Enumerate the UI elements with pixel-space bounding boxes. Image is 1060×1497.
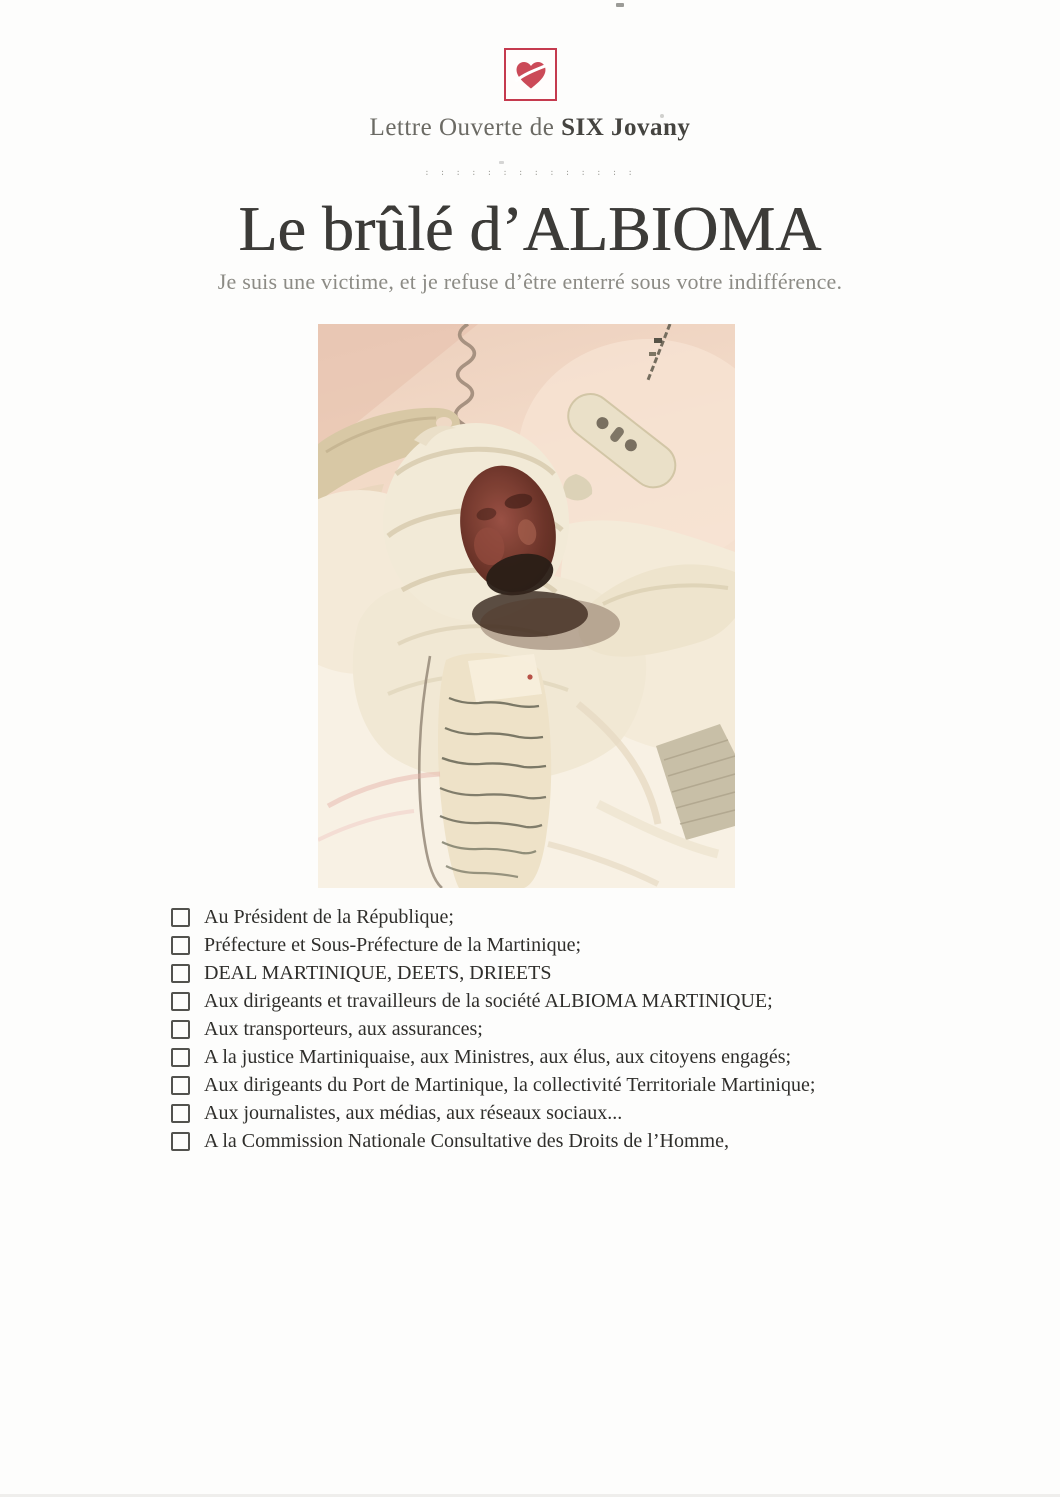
scan-speck	[499, 161, 504, 164]
recipient-item	[171, 987, 815, 1015]
page-title: Le brûlé d’ALBIOMA	[238, 193, 822, 264]
recipients-list	[171, 903, 815, 1155]
recipient-label: A la Commission Nationale Consultative des Droits de l’Homme,	[204, 1129, 729, 1152]
scan-speck	[616, 3, 624, 7]
checkbox[interactable]	[171, 964, 190, 983]
recipient-item	[171, 1071, 815, 1099]
patient-photo	[318, 324, 735, 888]
checkbox[interactable]	[171, 1048, 190, 1067]
dotted-separator: : : : : : : : : : : : : : :	[424, 168, 636, 177]
checkbox[interactable]	[171, 936, 190, 955]
recipient-item	[171, 1043, 815, 1071]
checkbox[interactable]	[171, 1076, 190, 1095]
hospital-photo-illustration	[318, 324, 735, 888]
recipient-item	[171, 1127, 815, 1155]
recipient-item	[171, 1099, 815, 1127]
recipient-label: Aux transporteurs, aux assurances;	[204, 1017, 483, 1040]
checkbox[interactable]	[171, 1020, 190, 1039]
recipient-label: Aux dirigeants du Port de Martinique, la collectivité Territoriale Martinique;	[204, 1073, 816, 1096]
recipient-item	[171, 959, 815, 987]
recipient-label: Aux journalistes, aux médias, aux réseaux sociaux...	[204, 1101, 623, 1124]
recipient-label: Au Président de la République;	[204, 905, 454, 928]
byline-author: SIX Jovany	[561, 114, 691, 141]
recipient-label: DEAL MARTINIQUE, DEETS, DRIEETS	[204, 961, 552, 984]
recipient-item	[171, 1015, 815, 1043]
recipient-label: Aux dirigeants et travailleurs de la société ALBIOMA MARTINIQUE;	[204, 989, 773, 1012]
byline	[0, 114, 1060, 142]
recipient-label: A la justice Martiniquaise, aux Ministres, aux élus, aux citoyens engagés;	[204, 1045, 792, 1068]
checkbox[interactable]	[171, 908, 190, 927]
checkbox[interactable]	[171, 1132, 190, 1151]
heart-logo-badge	[504, 48, 557, 101]
recipient-item	[171, 931, 815, 959]
checkbox[interactable]	[171, 1104, 190, 1123]
byline-prefix: Lettre Ouverte de	[369, 114, 562, 141]
checkbox[interactable]	[171, 992, 190, 1011]
heart-icon	[513, 57, 549, 93]
recipient-item	[171, 903, 815, 931]
recipient-label: Préfecture et Sous-Préfecture de la Martinique;	[204, 933, 582, 956]
page-subtitle: Je suis une victime, et je refuse d’être enterré sous votre indifférence.	[217, 269, 843, 294]
